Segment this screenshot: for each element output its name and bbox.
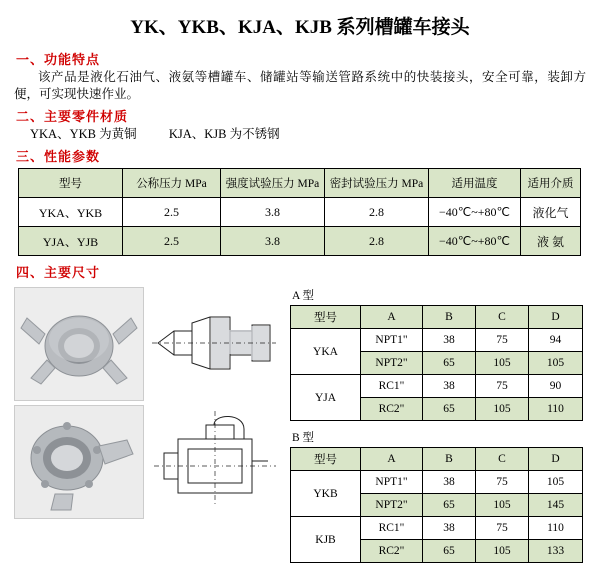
table-row: [19, 198, 581, 227]
dim-a-cell: NPT2": [361, 352, 423, 375]
spec-cell-medium: 液化气: [521, 198, 581, 227]
dim-b-header-c: C: [476, 448, 529, 471]
dim-a-model-yka: YKA: [291, 329, 361, 375]
figure-column: [14, 287, 282, 571]
dim-a-cell: 105: [476, 398, 529, 421]
materials-line: [30, 126, 586, 143]
materials-left: YKA、YKB 为黄铜: [30, 127, 137, 141]
dim-a-cell: 94: [529, 329, 583, 352]
dim-b-header-model: 型号: [291, 448, 361, 471]
section-heading-features: 一、功能特点: [16, 52, 101, 67]
section-heading-dimensions: 四、主要尺寸: [16, 265, 101, 280]
dim-b-cell: RC1": [361, 517, 423, 540]
dim-a-cell: 110: [529, 398, 583, 421]
type-b-label: B 型: [292, 432, 315, 444]
spec-header-strength-pressure: 强度试验压力 MPa: [221, 169, 325, 198]
dim-b-cell: RC2": [361, 540, 423, 563]
dim-a-cell: 105: [529, 352, 583, 375]
dimensions-area: [14, 287, 586, 571]
dim-a-cell: 75: [476, 375, 529, 398]
page-title: YK、YKB、KJA、KJB 系列槽罐车接头: [130, 17, 470, 38]
dimension-table-a: [290, 305, 583, 421]
dim-a-header-d: D: [529, 306, 583, 329]
dim-a-header-model: 型号: [291, 306, 361, 329]
dim-a-header-b: B: [423, 306, 476, 329]
table-row: [291, 375, 583, 398]
table-header-row: [19, 169, 581, 198]
dim-a-cell: NPT1": [361, 329, 423, 352]
materials-right: KJA、KJB 为不锈钢: [168, 127, 280, 141]
dim-b-cell: 105: [476, 540, 529, 563]
spec-cell-model: YJA、YJB: [19, 227, 123, 256]
performance-table: [18, 168, 581, 256]
table-header-row: [291, 448, 583, 471]
dim-b-cell: 65: [423, 540, 476, 563]
dim-b-cell: 75: [476, 517, 529, 540]
section-heading-performance: 三、性能参数: [16, 149, 101, 164]
dim-b-model-ykb: YKB: [291, 471, 361, 517]
dim-a-model-yja: YJA: [291, 375, 361, 421]
dim-b-cell: 38: [423, 471, 476, 494]
figure-row-a: [14, 287, 282, 399]
dim-a-cell: 75: [476, 329, 529, 352]
dim-b-model-kjb: KJB: [291, 517, 361, 563]
drawing-type-b: [148, 405, 280, 517]
section-heading-materials: 二、主要零件材质: [16, 109, 129, 124]
spec-cell-medium: 液 氨: [521, 227, 581, 256]
spec-cell-seal: 2.8: [325, 198, 429, 227]
spec-cell-temp: −40℃~+80℃: [429, 198, 521, 227]
spec-header-temperature: 适用温度: [429, 169, 521, 198]
dim-b-cell: 133: [529, 540, 583, 563]
spec-cell-temp: −40℃~+80℃: [429, 227, 521, 256]
dim-a-cell: 90: [529, 375, 583, 398]
table-row: [19, 227, 581, 256]
spec-cell-seal: 2.8: [325, 227, 429, 256]
dim-b-cell: 110: [529, 517, 583, 540]
dim-b-cell: 65: [423, 494, 476, 517]
dim-b-cell: 105: [529, 471, 583, 494]
dim-a-cell: RC1": [361, 375, 423, 398]
dim-b-cell: 38: [423, 517, 476, 540]
figure-row-b: [14, 405, 282, 517]
spec-header-medium: 适用介质: [521, 169, 581, 198]
features-paragraph: 该产品是液化石油气、液氨等槽罐车、储罐站等输送管路系统中的快装接头，安全可靠，装卸方便，可实现快速作业。: [14, 70, 586, 101]
dim-b-cell: 75: [476, 471, 529, 494]
spec-header-model: 型号: [19, 169, 123, 198]
spec-cell-nominal: 2.5: [123, 198, 221, 227]
spec-cell-nominal: 2.5: [123, 227, 221, 256]
dim-b-header-b: B: [423, 448, 476, 471]
table-row: [291, 329, 583, 352]
dim-b-cell: NPT2": [361, 494, 423, 517]
table-row: [291, 471, 583, 494]
table-header-row: [291, 306, 583, 329]
dim-b-cell: 145: [529, 494, 583, 517]
dim-a-header-a: A: [361, 306, 423, 329]
dim-a-cell: 38: [423, 375, 476, 398]
type-a-label: A 型: [292, 290, 315, 302]
spec-header-seal-pressure: 密封试验压力 MPa: [325, 169, 429, 198]
table-row: [291, 517, 583, 540]
dim-a-cell: RC2": [361, 398, 423, 421]
drawing-type-a: [148, 287, 280, 399]
spec-cell-model: YKA、YKB: [19, 198, 123, 227]
dim-b-header-d: D: [529, 448, 583, 471]
dim-a-header-c: C: [476, 306, 529, 329]
dim-a-cell: 65: [423, 398, 476, 421]
photo-type-a: [14, 287, 144, 401]
spec-cell-strength: 3.8: [221, 198, 325, 227]
dim-a-cell: 65: [423, 352, 476, 375]
dim-b-cell: NPT1": [361, 471, 423, 494]
dim-b-header-a: A: [361, 448, 423, 471]
dim-a-cell: 38: [423, 329, 476, 352]
spec-header-nominal-pressure: 公称压力 MPa: [123, 169, 221, 198]
dim-b-cell: 105: [476, 494, 529, 517]
dimension-tables-column: [290, 287, 586, 571]
spec-cell-strength: 3.8: [221, 227, 325, 256]
photo-type-b: [14, 405, 144, 519]
dim-a-cell: 105: [476, 352, 529, 375]
dimension-table-b: [290, 447, 583, 563]
